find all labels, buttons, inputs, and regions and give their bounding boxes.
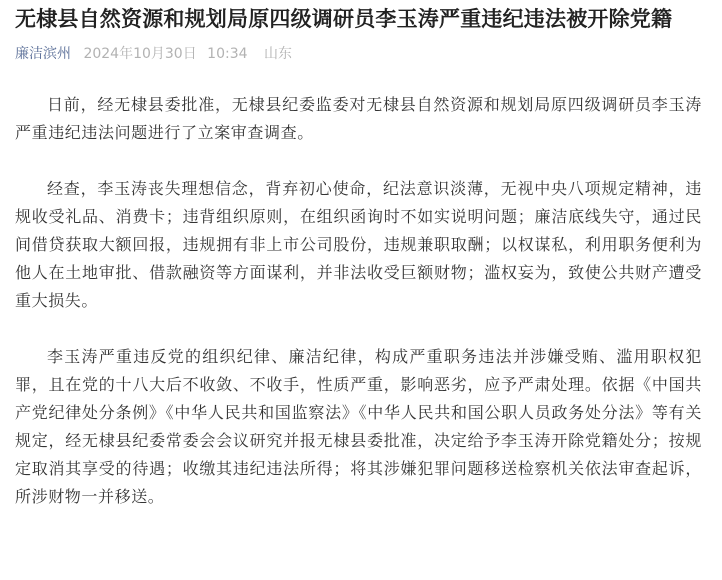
paragraph: 经查，李玉涛丧失理想信念，背弃初心使命，纪法意识淡薄，无视中央八项规定精神，违规收受礼品、消费卡；违背组织原则，在组织函询时不如实说明问题；廉洁底线失守，通过民间借贷获取大额回报，违规拥有非上市公司股份，违规兼职取酬；以权谋私，利用职务便利为他人在土地审批、借款融资等方面谋利，并非法收受巨额财物；滥权妄为，致使公共财产遭受重大损失。 xyxy=(15,179,702,310)
publish-location: 山东 xyxy=(263,46,292,62)
paragraph: 日前，经无棣县委批准，无棣县纪委监委对无棣县自然资源和规划局原四级调研员李玉涛严重违纪违法问题进行了立案审查调查。 xyxy=(15,95,702,142)
publish-time: 10:34 xyxy=(207,46,248,62)
paragraph: 李玉涛严重违反党的组织纪律、廉洁纪律，构成严重职务违法并涉嫌受贿、滥用职权犯罪，且在党的十八大后不收敛、不收手，性质严重，影响恶劣，应予严肃处理。依据《中国共产党纪律处分条例》《中华人民共和国监察法》《中华人民共和国公职人员政务处分法》等有关规定，经无棣县纪委常委会会议研究并报无棣县委批准，决定给予李玉涛开除党籍处分；按规定取消其享受的待遇；收缴其违纪违法所得；将其涉嫌犯罪问题移送检察机关依法审查起诉，所涉财物一并移送。 xyxy=(15,347,702,506)
article-meta xyxy=(15,44,708,64)
article-body xyxy=(15,91,708,511)
source-account-link[interactable]: 廉洁滨州 xyxy=(15,46,71,62)
article-title: 无棣县自然资源和规划局原四级调研员李玉涛严重违纪违法被开除党籍 xyxy=(15,7,673,31)
publish-date: 2024年10月30日 xyxy=(83,46,197,62)
